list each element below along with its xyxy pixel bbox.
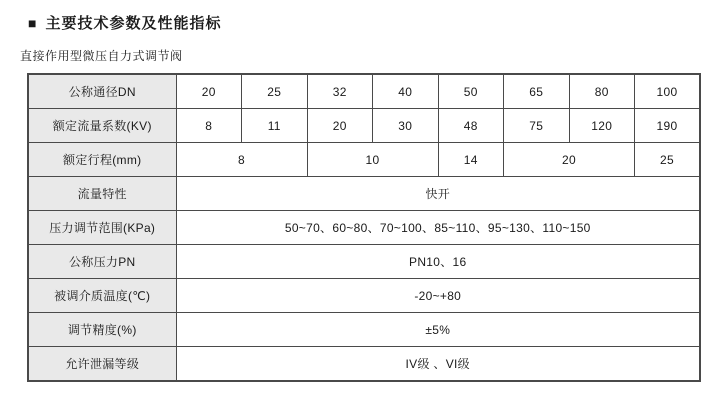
table-cell: 8 bbox=[176, 109, 242, 143]
table-cell: 快开 bbox=[176, 177, 700, 211]
table-cell: 50~70、60~80、70~100、85~110、95~130、110~150 bbox=[176, 211, 700, 245]
table-row-leakage-class bbox=[28, 347, 700, 382]
row-label: 额定流量系数(KV) bbox=[28, 109, 176, 143]
table-cell: 32 bbox=[307, 74, 373, 109]
table-cell: 14 bbox=[438, 143, 504, 177]
table-row-pressure-range bbox=[28, 211, 700, 245]
table-cell: ±5% bbox=[176, 313, 700, 347]
table-cell: 80 bbox=[569, 74, 635, 109]
table-cell: 8 bbox=[176, 143, 307, 177]
table-row-nominal-diameter bbox=[28, 74, 700, 109]
table-cell: 65 bbox=[504, 74, 570, 109]
table-cell: 75 bbox=[504, 109, 570, 143]
table-cell: 40 bbox=[373, 74, 439, 109]
table-row-regulation-accuracy bbox=[28, 313, 700, 347]
table-cell: 25 bbox=[242, 74, 308, 109]
table-cell: 50 bbox=[438, 74, 504, 109]
table-row-medium-temperature bbox=[28, 279, 700, 313]
table-cell: 48 bbox=[438, 109, 504, 143]
table-cell: 10 bbox=[307, 143, 438, 177]
row-label: 公称通径DN bbox=[28, 74, 176, 109]
row-label: 被调介质温度(℃) bbox=[28, 279, 176, 313]
spec-table bbox=[27, 73, 701, 382]
row-label: 流量特性 bbox=[28, 177, 176, 211]
table-row-rated-travel bbox=[28, 143, 700, 177]
table-cell: 20 bbox=[176, 74, 242, 109]
table-row-flow-characteristic bbox=[28, 177, 700, 211]
table-row-nominal-pressure bbox=[28, 245, 700, 279]
table-row-flow-coefficient bbox=[28, 109, 700, 143]
section-bullet-icon: ■ bbox=[28, 14, 38, 31]
table-cell: IV级 、VI级 bbox=[176, 347, 700, 382]
row-label: 允许泄漏等级 bbox=[28, 347, 176, 382]
table-subtitle: 直接作用型微压自力式调节阀 bbox=[20, 49, 183, 63]
row-label: 额定行程(mm) bbox=[28, 143, 176, 177]
section-header bbox=[28, 12, 722, 33]
table-cell: 20 bbox=[307, 109, 373, 143]
table-cell: 100 bbox=[635, 74, 701, 109]
row-label: 压力调节范围(KPa) bbox=[28, 211, 176, 245]
page-title: 主要技术参数及性能指标 bbox=[45, 15, 222, 32]
table-cell: 30 bbox=[373, 109, 439, 143]
table-cell: -20~+80 bbox=[176, 279, 700, 313]
table-cell: PN10、16 bbox=[176, 245, 700, 279]
row-label: 公称压力PN bbox=[28, 245, 176, 279]
table-cell: 20 bbox=[504, 143, 635, 177]
table-cell: 190 bbox=[635, 109, 701, 143]
table-cell: 120 bbox=[569, 109, 635, 143]
table-cell: 11 bbox=[242, 109, 308, 143]
row-label: 调节精度(%) bbox=[28, 313, 176, 347]
table-cell: 25 bbox=[635, 143, 701, 177]
